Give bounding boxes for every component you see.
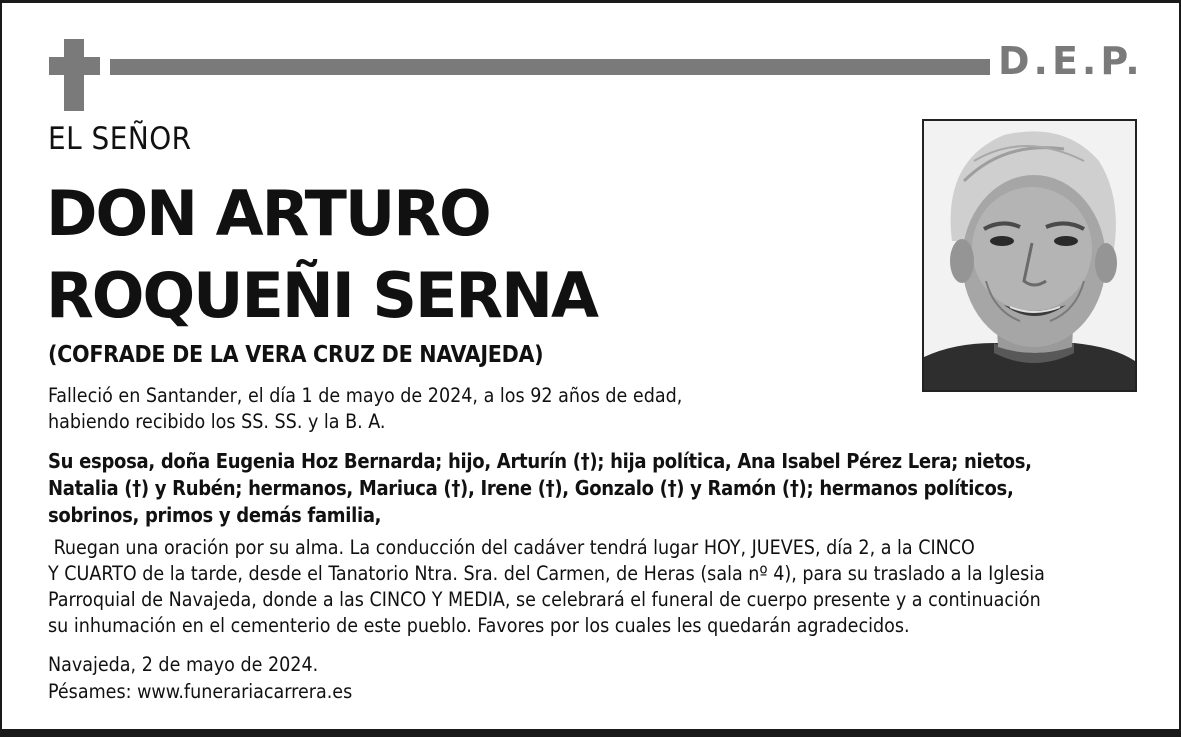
family-line-3: sobrinos, primos y demás familia, bbox=[48, 503, 382, 527]
death-notice bbox=[48, 383, 682, 435]
service-line-1: Ruegan una oración por su alma. La conducción del cadáver tendrá lugar HOY, JUEVES, día 2, a la CINCO bbox=[48, 536, 975, 559]
deceased-name-line-1: DON ARTURO bbox=[46, 177, 490, 250]
deceased-name bbox=[46, 173, 597, 337]
service-line-4: su inhumación en el cementerio de este pueblo. Favores por los cuales les quedarán agradecidos. bbox=[48, 614, 910, 637]
family-line-2: Natalia (†) y Rubén; hermanos, Mariuca (†), Irene (†), Gonzalo (†) y Ramón (†); hermanos políticos, bbox=[48, 476, 1014, 500]
family-list bbox=[48, 448, 1158, 529]
deceased-affiliation: (COFRADE DE LA VERA CRUZ DE NAVAJEDA) bbox=[48, 342, 544, 368]
death-notice-line-2: habiendo recibido los SS. SS. y la B. A. bbox=[48, 410, 386, 433]
condolences-link: Pésames: www.funerariacarrera.es bbox=[48, 680, 353, 703]
family-line-1: Su esposa, doña Eugenia Hoz Bernarda; hijo, Arturín (†); hija política, Ana Isabel Pérez Lera; nietos, bbox=[48, 449, 1032, 473]
service-line-3: Parroquial de Navajeda, donde a las CINCO Y MEDIA, se celebrará el funeral de cuerpo presente y a continuación bbox=[48, 588, 1041, 611]
latin-cross-icon-arm bbox=[49, 57, 100, 75]
portrait-image bbox=[924, 121, 1135, 390]
deceased-name-line-2: ROQUEÑI SERNA bbox=[46, 259, 598, 332]
service-line-2: Y CUARTO de la tarde, desde el Tanatorio Ntra. Sra. del Carmen, de Heras (sala nº 4), para su traslado a la Iglesia bbox=[48, 562, 1045, 585]
deceased-portrait bbox=[922, 119, 1137, 392]
dep-label: D.E.P. bbox=[998, 39, 1144, 83]
death-notice-line-1: Falleció en Santander, el día 1 de mayo de 2024, a los 92 años de edad, bbox=[48, 384, 683, 407]
place-date: Navajeda, 2 de mayo de 2024. bbox=[48, 653, 319, 676]
latin-cross-icon bbox=[64, 39, 84, 111]
header-rule bbox=[110, 59, 990, 75]
service-details bbox=[48, 535, 1158, 639]
deceased-title: EL SEÑOR bbox=[48, 121, 192, 157]
